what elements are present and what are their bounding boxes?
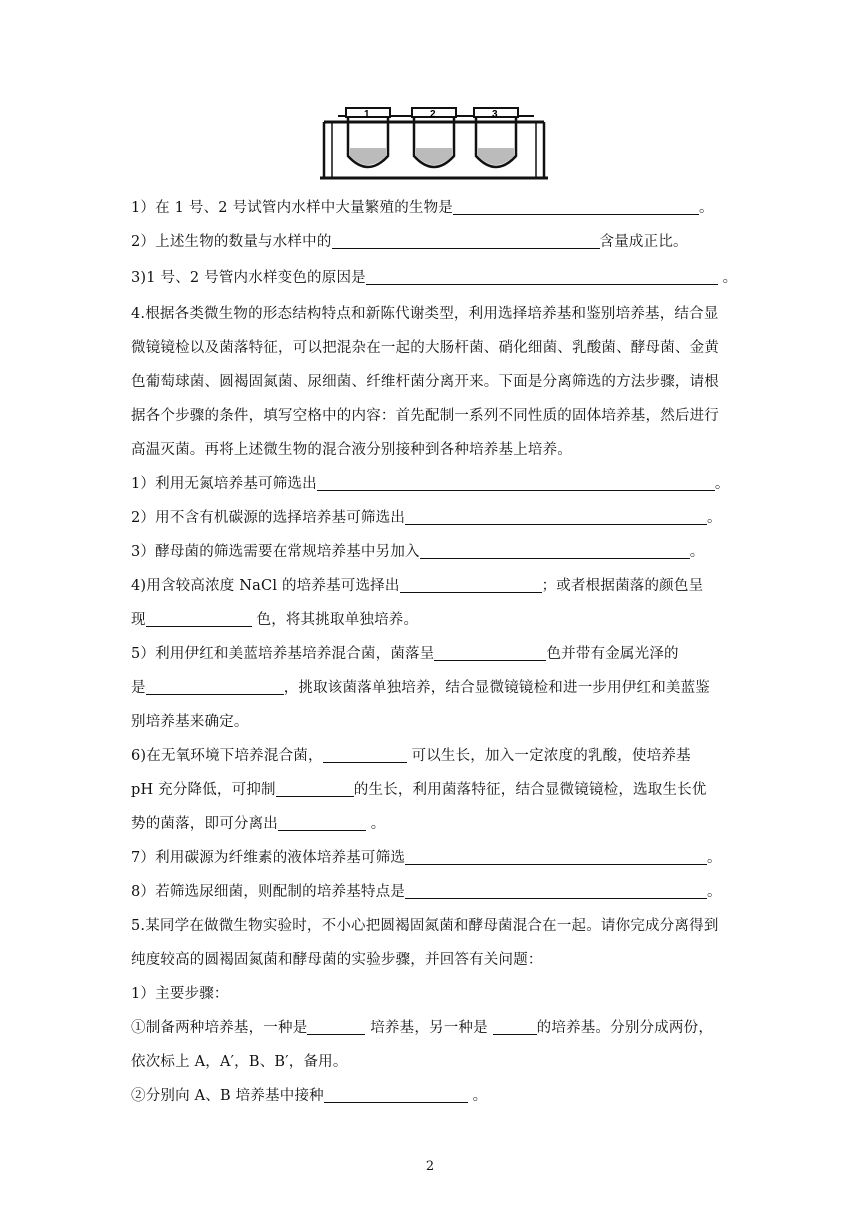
text-line-q4_e [131, 440, 731, 460]
text-line-q4_5a [131, 644, 731, 664]
text-line-q4_4b [131, 610, 731, 630]
line-text: 。 [717, 270, 738, 286]
answer-blank[interactable] [317, 475, 715, 491]
test-tube-1 [346, 108, 390, 167]
answer-blank[interactable] [453, 199, 699, 215]
line-text: 3)1 号、2 号管内水样变色的原因是 [131, 270, 366, 286]
line-text: 7）利用碳源为纤维素的液体培养基可筛选 [131, 850, 406, 866]
answer-blank[interactable] [434, 645, 546, 661]
line-text: 2）上述生物的数量与水样中的 [131, 234, 332, 250]
text-line-q3_2 [131, 232, 731, 252]
tube-label-2: 2 [430, 109, 436, 120]
line-text: 。 [366, 816, 386, 832]
line-text: 。 [689, 544, 705, 560]
line-text: 4.根据各类微生物的形态结构特点和新陈代谢类型，利用选择培养基和鉴别培养基，结合显 [131, 306, 719, 322]
line-text: 色，将其挑取单独培养。 [251, 612, 419, 628]
line-text: 。 [714, 476, 730, 492]
text-line-q4_5b [131, 678, 731, 698]
tube-label-1: 1 [364, 109, 370, 120]
line-text: ②分别向 A、B 培养基中接种 [131, 1088, 324, 1104]
page-number: 2 [425, 1159, 435, 1174]
line-text: 势的菌落，即可分离出 [131, 816, 278, 832]
line-text: 3）酵母菌的筛选需要在常规培养基中另加入 [131, 544, 420, 560]
answer-blank[interactable] [405, 509, 707, 525]
line-text: 4)用含较高浓度 NaCl 的培养基可选择出 [131, 578, 400, 594]
line-text: 。 [707, 850, 722, 866]
text-line-q5_1b [131, 1052, 731, 1072]
line-text: 可以生长，加入一定浓度的乳酸，使培养基 [406, 748, 691, 764]
line-text: 2）用不含有机碳源的选择培养基可筛选出 [131, 510, 406, 526]
line-text: 的培养基。分别分成两份， [536, 1020, 714, 1036]
answer-blank[interactable] [420, 543, 690, 559]
answer-blank[interactable] [493, 1019, 537, 1035]
line-text: 8）若筛选尿细菌，则配制的培养基特点是 [131, 884, 406, 900]
answer-blank[interactable] [278, 815, 366, 831]
text-line-q4_6a [131, 746, 731, 766]
line-text: pH 充分降低，可抑制 [131, 782, 276, 798]
answer-blank[interactable] [307, 1019, 365, 1035]
text-line-q4_b [131, 338, 731, 358]
line-text: 纯度较高的圆褐固氮菌和酵母菌的实验步骤，并回答有关问题： [131, 952, 543, 968]
line-text: 现 [131, 612, 146, 628]
test-tube-3 [474, 108, 518, 167]
line-text: 5）利用伊红和美蓝培养基培养混合菌，菌落呈 [131, 646, 435, 662]
line-text: 是 [131, 680, 146, 696]
answer-blank[interactable] [332, 233, 600, 249]
answer-blank[interactable] [146, 679, 284, 695]
answer-blank[interactable] [323, 747, 407, 763]
line-text: 培养基，另一种是 [365, 1020, 493, 1036]
answer-blank[interactable] [276, 781, 354, 797]
answer-blank[interactable] [366, 269, 718, 285]
line-text: 1）在 1 号、2 号试管内水样中大量繁殖的生物是 [131, 200, 454, 216]
line-text: 。 [707, 884, 722, 900]
line-text: ①制备两种培养基，一种是 [131, 1020, 308, 1036]
text-line-q5_1a [131, 1018, 731, 1038]
text-line-q5_1 [131, 984, 731, 1004]
line-text: 的生长，利用菌落特征，结合显微镜镜检，选取生长优 [353, 782, 707, 798]
line-text: 含量成正比。 [599, 234, 688, 250]
line-text: 色并带有金属光泽的 [546, 646, 679, 662]
text-line-q4_6b [131, 780, 731, 800]
text-line-q4_6c [131, 814, 731, 834]
text-line-q4_5c [131, 712, 731, 732]
line-text: 据各个步骤的条件，填写空格中的内容：首先配制一系列不同性质的固体培养基，然后进行 [131, 408, 719, 424]
text-line-q4_3 [131, 542, 731, 562]
answer-blank[interactable] [324, 1087, 468, 1103]
line-text: 微镜镜检以及菌落特征，可以把混杂在一起的大肠杆菌、硝化细菌、乳酸菌、酵母菌、金黄 [131, 340, 719, 356]
text-line-q4_c [131, 372, 731, 392]
line-text: 。 [467, 1088, 488, 1104]
text-line-q4_7 [131, 848, 731, 868]
text-line-q4_a [131, 304, 731, 324]
line-text: 1）主要步骤： [131, 986, 229, 1002]
text-line-q4_2 [131, 508, 731, 528]
line-text: ；或者根据菌落的颜色呈 [541, 578, 704, 594]
test-tube-rack-figure [318, 104, 548, 184]
text-line-q5_a [131, 916, 731, 936]
text-line-q4_8 [131, 882, 731, 902]
answer-blank[interactable] [146, 611, 252, 627]
line-text: 。 [699, 200, 714, 216]
line-text: 。 [707, 510, 722, 526]
tube-label-3: 3 [492, 109, 498, 120]
line-text: 高温灭菌。再将上述微生物的混合液分别接种到各种培养基上培养。 [131, 442, 572, 458]
line-text: ，挑取该菌落单独培养，结合显微镜镜检和进一步用伊红和美蓝鉴 [283, 680, 711, 696]
text-line-q5_b [131, 950, 731, 970]
answer-blank[interactable] [405, 849, 707, 865]
line-text: 1）利用无氮培养基可筛选出 [131, 476, 317, 492]
line-text: 6)在无氧环境下培养混合菌， [131, 748, 323, 764]
text-line-q4_1 [131, 474, 731, 494]
answer-blank[interactable] [405, 883, 707, 899]
line-text: 5.某同学在做微生物实验时，不小心把圆褐固氮菌和酵母菌混合在一起。请你完成分离得到 [131, 918, 719, 934]
text-line-q5_1c [131, 1086, 731, 1106]
line-text: 别培养基来确定。 [131, 714, 249, 730]
text-line-q3_1 [131, 198, 731, 218]
text-line-q4_4a [131, 576, 731, 596]
text-line-q4_d [131, 406, 731, 426]
text-line-q3_3 [131, 268, 738, 288]
test-tube-2 [412, 108, 456, 167]
line-text: 色葡萄球菌、圆褐固氮菌、尿细菌、纤维杆菌分离开来。下面是分离筛选的方法步骤，请根 [131, 374, 719, 390]
answer-blank[interactable] [400, 577, 542, 593]
line-text: 依次标上 A，A′，B、B′，备用。 [131, 1054, 348, 1070]
